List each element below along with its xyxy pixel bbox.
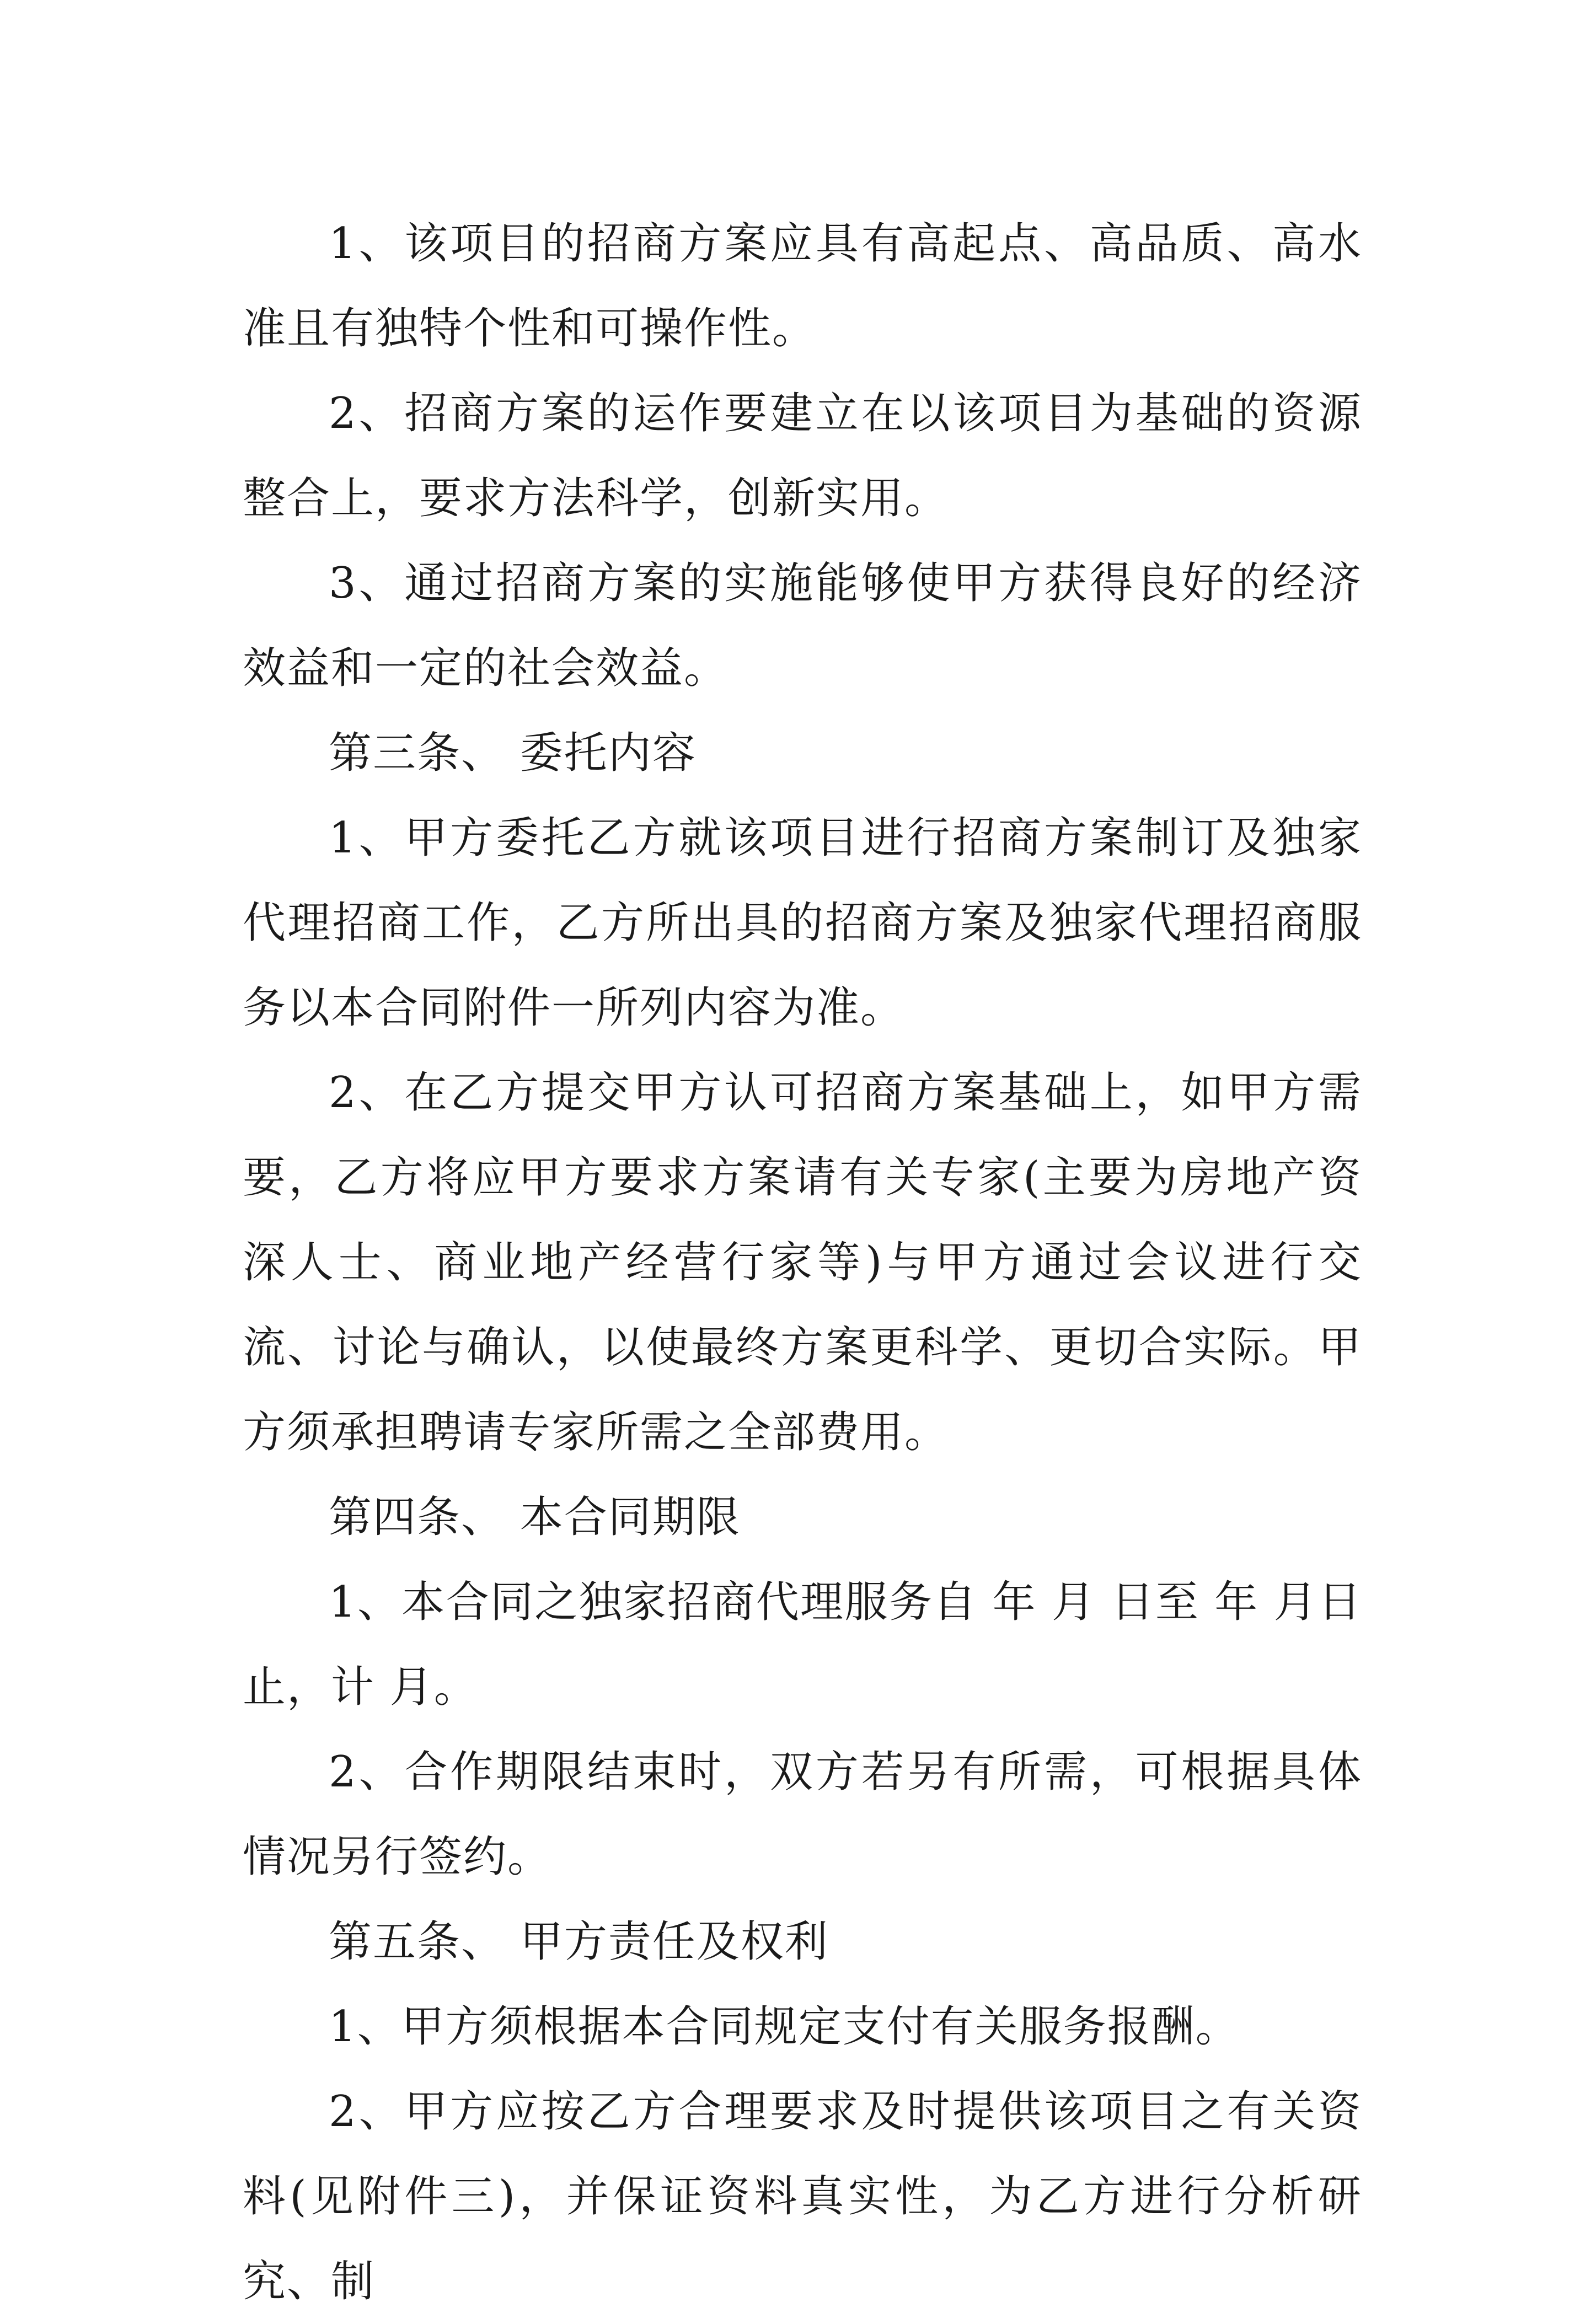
article-heading: 第三条、 委托内容 [329, 728, 697, 778]
article-heading: 第五条、 甲方责任及权利 [329, 1917, 829, 1967]
clause-paragraph: 2、招商方案的运作要建立在以该项目为基础的资源整合上，要求方法科学，创新实用。 [243, 389, 1362, 523]
clause-paragraph: 1、甲方委托乙方就该项目进行招商方案制订及独家代理招商工作，乙方所出具的招商方案及独家代理招商服务以本合同附件一所列内容为准。 [243, 813, 1362, 1033]
clause-paragraph: 2、合作期限结束时，双方若另有所需，可根据具体情况另行签约。 [243, 1747, 1362, 1882]
clause-paragraph: 1、该项目的招商方案应具有高起点、高品质、高水准且有独特个性和可操作性。 [243, 219, 1362, 353]
clause-paragraph: 2、在乙方提交甲方认可招商方案基础上，如甲方需要，乙方将应甲方要求方案请有关专家(主要为房地产资深人士、商业地产经营行家等)与甲方通过会议进行交流、讨论与确认，以使最终方案更科学、更切合实际。甲方须承担聘请专家所需之全部费用。 [243, 1068, 1362, 1457]
clause-paragraph: 1、本合同之独家招商代理服务自 年 月 日至 年 月日止，计 月。 [243, 1577, 1362, 1712]
clause-paragraph: 3、通过招商方案的实施能够使甲方获得良好的经济效益和一定的社会效益。 [243, 559, 1362, 693]
clause-paragraph: 1、甲方须根据本合同规定支付有关服务报酬。 [329, 2002, 1240, 2052]
article-heading: 第四条、 本合同期限 [329, 1493, 741, 1542]
clause-paragraph: 2、甲方应按乙方合理要求及时提供该项目之有关资料(见附件三)，并保证资料真实性，为乙方进行分析研究、制 [243, 2087, 1362, 2306]
document-page [243, 201, 1362, 2324]
